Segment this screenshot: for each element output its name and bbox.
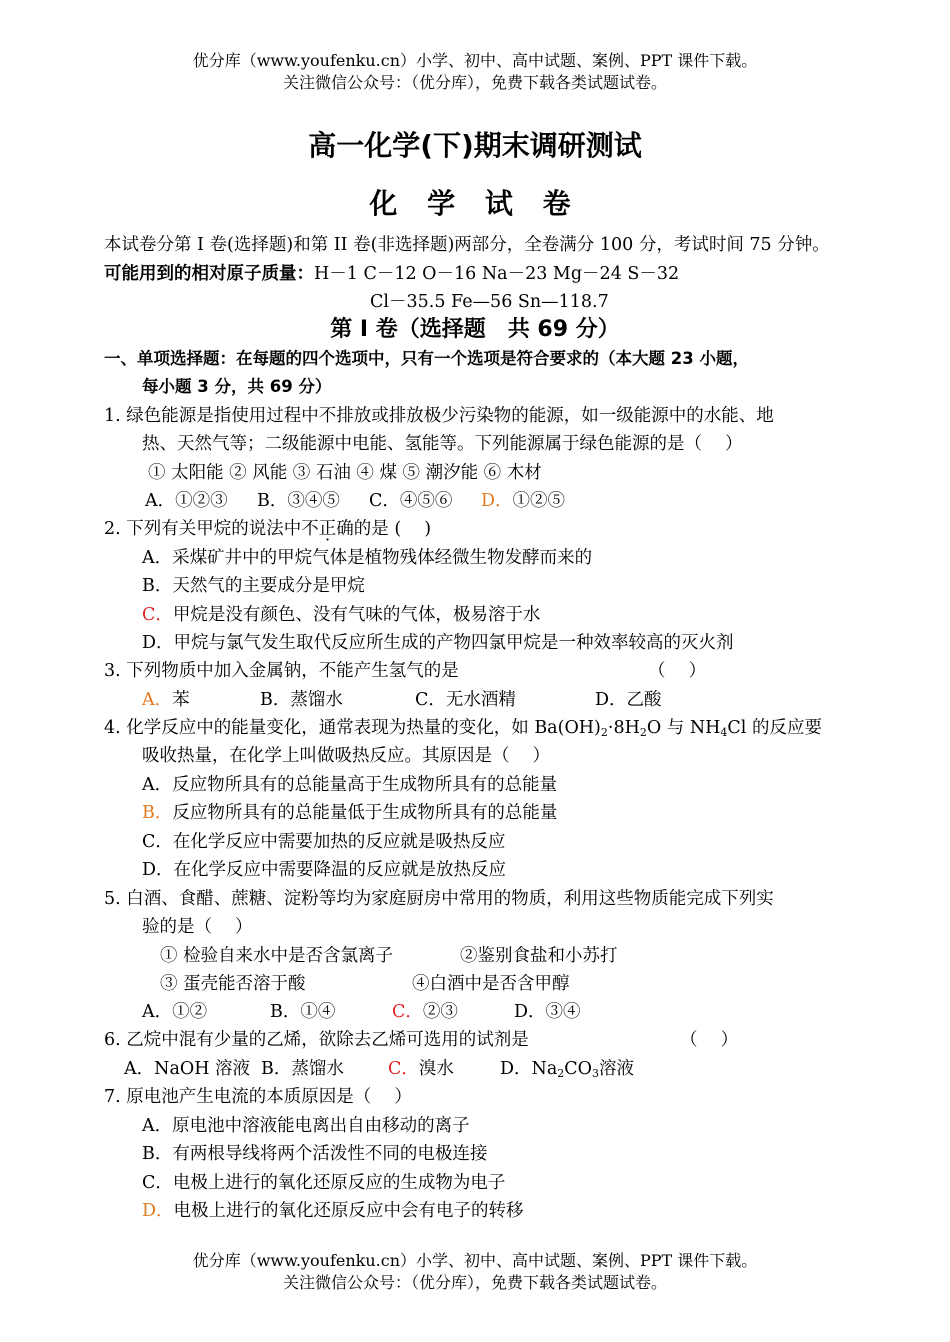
q2-option-b: B．天然气的主要成分是甲烷	[142, 576, 365, 596]
q5-items-row-2	[160, 971, 570, 997]
q5-item-2: ②鉴别食盐和小苏打	[460, 946, 618, 966]
exam-intro: 本试卷分第 I 卷(选择题)和第 II 卷(非选择题)两部分，全卷满分 100 分，考试时间 75 分钟。	[104, 235, 830, 255]
q6-option-c-text: 溴水	[418, 1059, 454, 1079]
exam-subtitle: 化 学 试 卷	[369, 187, 581, 220]
q4-option-d: D．在化学反应中需要降温的反应就是放热反应	[142, 860, 507, 880]
q1-option-d	[481, 488, 565, 514]
q6-sub: 2	[557, 1067, 565, 1080]
q2-answer-mark: C．	[142, 605, 173, 625]
q1-option-b: B．③④⑤	[257, 491, 340, 511]
part1-heading-cont: 每小题 3 分，共 69 分）	[142, 377, 332, 396]
q1-option-d-text: ①②⑤	[512, 491, 566, 511]
q5-option-b: B．①④	[270, 1002, 336, 1022]
q3-option-a-text: 苯	[172, 690, 190, 710]
q7-option-d-text: 电极上进行的氧化还原反应中会有电子的转移	[173, 1201, 524, 1221]
section-title: 第 I 卷（选择题 共 69 分）	[330, 317, 620, 342]
q5-option-c	[392, 999, 514, 1025]
q4-option-b-text: 反应物所具有的总能量低于生成物所具有的总能量	[172, 803, 558, 823]
q4-stem-pre: 4. 化学反应中的能量变化，通常表现为热量的变化，如 Ba(OH)	[104, 718, 601, 738]
q3-option-c: C．无水酒精	[415, 690, 516, 710]
q7-option-a: A．原电池中溶液能电离出自由移动的离子	[142, 1116, 470, 1136]
q5-item-1: ① 检验自来水中是否含氯离子	[160, 946, 394, 966]
q4-sub: 2	[639, 726, 647, 739]
q7-answer-mark: D．	[142, 1201, 174, 1221]
q6-option-d-mid: CO	[564, 1059, 593, 1079]
q4-stem	[104, 715, 822, 741]
q4-sub: 4	[720, 726, 728, 739]
atomic-masses-line-1: H－1 C－12 O－16 Na－23 Mg－24 S－32	[314, 264, 680, 284]
q5-item-4: ④白酒中是否含甲醇	[412, 974, 570, 994]
q2-stem	[104, 516, 431, 542]
q7-option-d	[142, 1198, 524, 1224]
q4-stem-cont: 吸收热量，在化学上叫做吸热反应。其原因是（ ）	[142, 746, 551, 766]
q4-option-b	[142, 800, 557, 826]
q6-paren: （ ）	[680, 1030, 739, 1050]
q3-option-d: D．乙酸	[595, 690, 662, 710]
q5-stem-cont: 验的是（ ）	[142, 917, 253, 937]
q1-answer-mark: D．	[481, 491, 513, 511]
exam-title: 高一化学(下)期末调研测试	[308, 129, 642, 162]
atomic-masses	[104, 261, 679, 287]
q1-options	[145, 488, 565, 514]
q1-stem: 1. 绿色能源是指使用过程中不排放或排放极少污染物的能源，如一级能源中的水能、地	[104, 406, 774, 426]
q4-stem-post: Cl 的反应要	[727, 718, 822, 738]
q4-option-c: C．在化学反应中需要加热的反应就是吸热反应	[142, 832, 506, 852]
q1-items: ① 太阳能 ② 风能 ③ 石油 ④ 煤 ⑤ 潮汐能 ⑥ 木材	[148, 463, 542, 483]
page-footer	[0, 1250, 950, 1294]
q5-answer-mark: C．	[392, 1002, 423, 1022]
q7-option-c: C．电极上进行的氧化还原反应的生成物为电子	[142, 1173, 506, 1193]
q2-option-a: A．采煤矿井中的甲烷气体是植物残体经微生物发酵而来的	[142, 548, 593, 568]
q5-item-3: ③ 蛋壳能否溶于酸	[160, 974, 306, 994]
q5-stem: 5. 白酒、食醋、蔗糖、淀粉等均为家庭厨房中常用的物质，利用这些物质能完成下列实	[104, 889, 774, 909]
q6-option-d-post: 溶液	[599, 1059, 635, 1079]
q2-option-c-text: 甲烷是没有颜色、没有气味的气体，极易溶于水	[172, 605, 541, 625]
q7-stem: 7. 原电池产生电流的本质原因是（ ）	[104, 1087, 412, 1107]
q2-emphasis: 不正确	[301, 519, 354, 539]
part1-heading: 一、单项选择题：在每题的四个选项中，只有一个选项是符合要求的（本大题 23 小题，	[104, 349, 749, 368]
q3-option-a	[142, 687, 260, 713]
atomic-masses-line-2: Cl－35.5 Fe—56 Sn—118.7	[370, 292, 609, 312]
q6-sub: 3	[592, 1067, 600, 1080]
q7-option-b: B．有两根导线将两个活泼性不同的电极连接	[142, 1144, 488, 1164]
footer-line-2: 关注微信公众号：（优分库），免费下载各类试题试卷。	[282, 1273, 667, 1292]
q3-stem: 3. 下列物质中加入金属钠，不能产生氢气的是	[104, 661, 459, 681]
q4-stem-mid: ·8H	[607, 718, 640, 738]
q6-stem: 6. 乙烷中混有少量的乙烯，欲除去乙烯可选用的试剂是	[104, 1030, 529, 1050]
q4-option-a: A．反应物所具有的总能量高于生成物所具有的总能量	[142, 775, 558, 795]
q6-option-d	[500, 1056, 634, 1082]
q1-option-a: A．①②③	[145, 491, 228, 511]
q6-option-c	[388, 1056, 500, 1082]
q4-stem-mid2: O 与 NH	[646, 718, 721, 738]
q6-option-d-pre: D．Na	[500, 1059, 558, 1079]
q4-answer-mark: B．	[142, 803, 173, 823]
q2-stem-post: 的是 ( )	[353, 519, 432, 539]
q2-stem-pre: 2. 下列有关甲烷的说法中	[104, 519, 302, 539]
q5-options	[142, 999, 581, 1025]
q2-option-c	[142, 602, 540, 628]
q3-options	[142, 687, 662, 713]
q5-option-a: A．①②	[142, 1002, 208, 1022]
q5-items-row-1	[160, 943, 618, 969]
q3-paren: （ ）	[648, 661, 707, 681]
q1-option-c: C．④⑤⑥	[369, 491, 453, 511]
q6-option-a: A．NaOH 溶液	[124, 1059, 251, 1079]
q5-option-c-text: ②③	[422, 1002, 458, 1022]
q2-option-d: D．甲烷与氯气发生取代反应所生成的产物四氯甲烷是一种效率较高的灭火剂	[142, 633, 734, 653]
q5-option-d: D．③④	[514, 1002, 581, 1022]
q6-options	[124, 1056, 634, 1082]
atomic-masses-label: 可能用到的相对原子质量：	[104, 264, 314, 284]
header-line-1: 优分库（www.youfenku.cn）小学、初中、高中试题、案例、PPT 课件下载。	[192, 51, 758, 70]
page-header	[0, 50, 950, 94]
footer-line-1: 优分库（www.youfenku.cn）小学、初中、高中试题、案例、PPT 课件下载。	[192, 1251, 758, 1270]
q6-option-b: B．蒸馏水	[261, 1059, 344, 1079]
header-line-2: 关注微信公众号：（优分库），免费下载各类试题试卷。	[282, 73, 667, 92]
q4-sub: 2	[600, 726, 608, 739]
q3-option-b: B．蒸馏水	[260, 690, 343, 710]
q3-answer-mark: A．	[142, 690, 173, 710]
q6-answer-mark: C．	[388, 1059, 419, 1079]
q1-stem-cont: 热、天然气等；二级能源中电能、氢能等。下列能源属于绿色能源的是（ ）	[142, 434, 743, 454]
